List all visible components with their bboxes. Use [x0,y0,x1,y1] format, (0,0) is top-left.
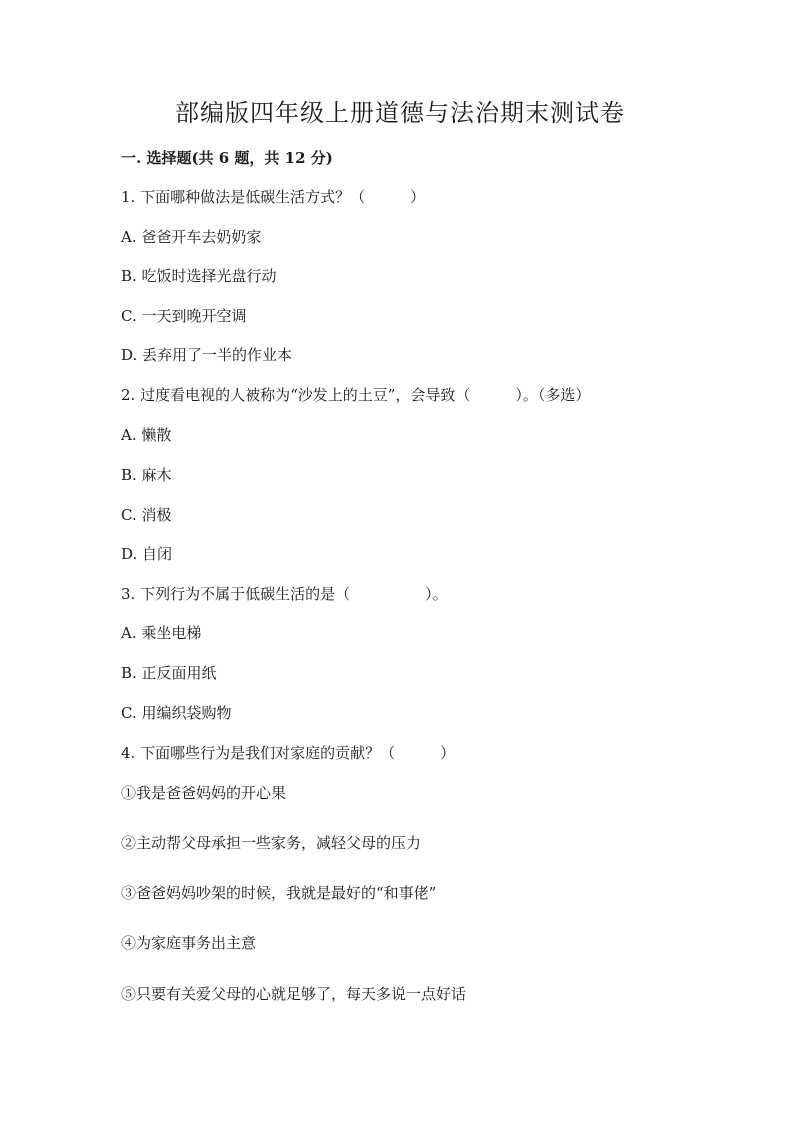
question-4-statement-3: ③爸爸妈妈吵架的时候，我就是最好的“和事佬” [121,884,437,902]
question-1-option-a: A. 爸爸开车去奶奶家 [121,228,262,246]
section-heading: 一. 选择题(共 6 题，共 12 分) [121,149,333,167]
question-2-stem: 2. 过度看电视的人被称为“沙发上的土豆”，会导致（ ）。（多选） [121,386,591,404]
question-3-option-c: C. 用编织袋购物 [121,704,232,722]
question-3-option-a: A. 乘坐电梯 [121,624,202,642]
question-1-option-c: C. 一天到晚开空调 [121,307,247,325]
question-4-statement-2: ②主动帮父母承担一些家务，减轻父母的压力 [121,834,422,852]
question-3-stem: 3. 下列行为不属于低碳生活的是（ ）。 [121,585,448,603]
question-4-statement-5: ⑤只要有关爱父母的心就足够了，每天多说一点好话 [121,985,467,1003]
question-2-option-c: C. 消极 [121,506,172,524]
question-4-statement-4: ④为家庭事务出主意 [121,934,257,952]
question-2-option-d: D. 自闭 [121,545,173,563]
question-2-option-a: A. 懒散 [121,426,172,444]
question-4-statement-1: ①我是爸爸妈妈的开心果 [121,784,287,802]
page-title: 部编版四年级上册道德与法治期末测试卷 [175,99,625,127]
question-4-stem: 4. 下面哪些行为是我们对家庭的贡献？（ ） [121,744,456,762]
question-3-option-b: B. 正反面用纸 [121,664,217,682]
question-2-option-b: B. 麻木 [121,466,172,484]
question-1-option-b: B. 吃饭时选择光盘行动 [121,267,277,285]
question-1-option-d: D. 丢弃用了一半的作业本 [121,346,293,364]
question-1-stem: 1. 下面哪种做法是低碳生活方式？（ ） [121,188,426,206]
